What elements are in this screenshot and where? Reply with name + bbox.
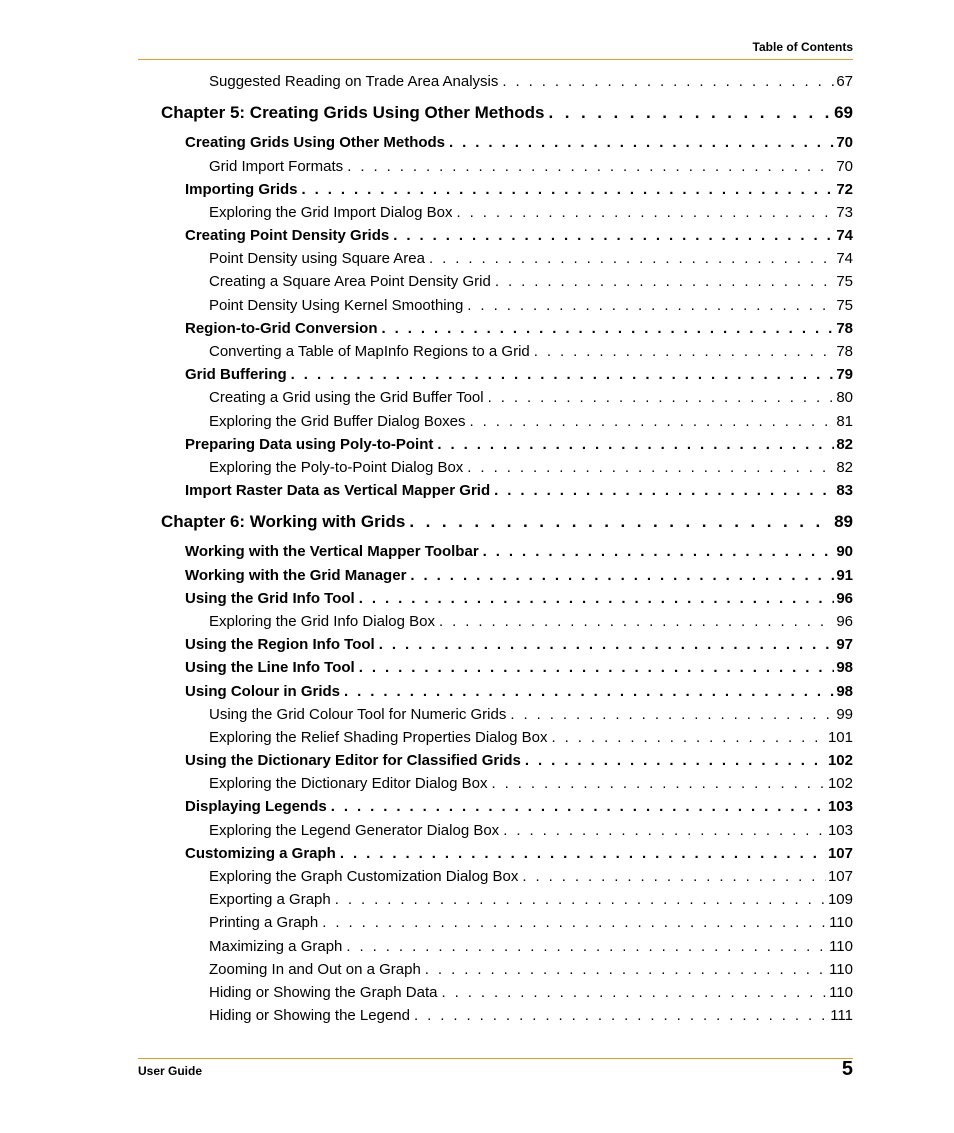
toc-chapter[interactable] [161, 103, 853, 123]
dot-leader [359, 590, 835, 607]
toc-subsection[interactable] [209, 706, 853, 723]
toc-entry-page: 74 [836, 250, 853, 267]
dot-leader [429, 250, 834, 267]
dot-leader [409, 512, 832, 532]
toc-subsection[interactable] [209, 729, 853, 746]
toc-entry-title: Working with the Vertical Mapper Toolbar [185, 543, 479, 560]
toc-entry-page: 70 [836, 134, 853, 151]
header-rule [138, 59, 853, 60]
toc-subsection[interactable] [209, 984, 853, 1001]
dot-leader [410, 567, 834, 584]
dot-leader [522, 868, 826, 885]
toc-entry-title: Creating Point Density Grids [185, 227, 390, 244]
dot-leader [439, 613, 834, 630]
toc-entry-title: Displaying Legends [185, 798, 327, 815]
dot-leader [488, 389, 835, 406]
dot-leader [449, 134, 834, 151]
dot-leader [335, 891, 826, 908]
toc-entry-title: Suggested Reading on Trade Area Analysis [209, 73, 499, 90]
toc-subsection[interactable] [209, 158, 853, 175]
dot-leader [502, 73, 834, 90]
toc-section[interactable] [185, 845, 853, 862]
toc-entry-title: Importing Grids [185, 181, 298, 198]
dot-leader [441, 984, 827, 1001]
dot-leader [456, 204, 834, 221]
toc-subsection[interactable] [209, 204, 853, 221]
dot-leader [291, 366, 835, 383]
toc-section[interactable] [185, 659, 853, 676]
running-header: Table of Contents [752, 40, 853, 54]
dot-leader [437, 436, 834, 453]
toc-entry-title: Using the Dictionary Editor for Classified Grids [185, 752, 521, 769]
toc-subsection[interactable] [209, 938, 853, 955]
dot-leader [525, 752, 826, 769]
toc-entry-page: 111 [830, 1007, 853, 1024]
dot-leader [425, 961, 827, 978]
toc-entry-title: Chapter 5: Creating Grids Using Other Methods [161, 103, 545, 122]
toc-entry-title: Using Colour in Grids [185, 683, 341, 700]
toc-subsection[interactable] [209, 613, 853, 630]
toc-subsection[interactable] [209, 250, 853, 267]
toc-entry-title: Point Density Using Kernel Smoothing [209, 297, 464, 314]
toc-section[interactable] [185, 366, 853, 383]
toc-entry-title: Preparing Data using Poly-to-Point [185, 436, 434, 453]
toc-entry-title: Creating a Square Area Point Density Grid [209, 273, 491, 290]
toc-section[interactable] [185, 227, 853, 244]
toc-entry-page: 83 [836, 482, 853, 499]
toc-entry-page: 110 [829, 961, 853, 978]
toc-subsection[interactable] [209, 1007, 853, 1024]
toc-entry-title: Using the Region Info Tool [185, 636, 375, 653]
toc-entry-page: 101 [827, 729, 853, 746]
toc-subsection[interactable] [209, 459, 853, 476]
dot-leader [302, 181, 835, 198]
toc-subsection[interactable] [209, 73, 853, 90]
dot-leader [347, 158, 834, 175]
toc-entry-page: 70 [836, 158, 853, 175]
toc-entry-title: Exploring the Dictionary Editor Dialog Box [209, 775, 488, 792]
toc-entry-title: Exploring the Legend Generator Dialog Box [209, 822, 500, 839]
toc-section[interactable] [185, 590, 853, 607]
toc-section[interactable] [185, 798, 853, 815]
toc-entry-page: 75 [836, 297, 853, 314]
dot-leader [510, 706, 834, 723]
toc-entry-title: Point Density using Square Area [209, 250, 425, 267]
toc-entry-title: Customizing a Graph [185, 845, 336, 862]
toc-subsection[interactable] [209, 891, 853, 908]
toc-entry-title: Region-to-Grid Conversion [185, 320, 378, 337]
dot-leader [470, 413, 835, 430]
toc-entry-page: 82 [836, 436, 853, 453]
toc-entry-title: Printing a Graph [209, 914, 319, 931]
dot-leader [393, 227, 834, 244]
toc-entry-page: 97 [836, 636, 853, 653]
toc-entry-page: 67 [836, 73, 853, 90]
toc-entry-title: Working with the Grid Manager [185, 567, 407, 584]
toc-subsection[interactable] [209, 961, 853, 978]
toc-section[interactable] [185, 636, 853, 653]
toc-entry-page: 102 [827, 775, 853, 792]
toc-entry-page: 91 [836, 567, 853, 584]
page-number: 5 [841, 1058, 853, 1080]
toc-entry-title: Grid Import Formats [209, 158, 344, 175]
toc-entry-page: 75 [836, 273, 853, 290]
toc-entry-page: 110 [829, 938, 853, 955]
toc-entry-title: Exporting a Graph [209, 891, 331, 908]
toc-section[interactable] [185, 436, 853, 453]
toc-entry-title: Import Raster Data as Vertical Mapper Grid [185, 482, 491, 499]
dot-leader [344, 683, 834, 700]
toc-entry-title: Hiding or Showing the Graph Data [209, 984, 438, 1001]
toc-entry-page: 74 [836, 227, 853, 244]
toc-subsection[interactable] [209, 273, 853, 290]
dot-leader [340, 845, 826, 862]
dot-leader [491, 775, 826, 792]
toc-subsection[interactable] [209, 343, 853, 360]
toc-entry-page: 81 [836, 413, 853, 430]
toc-entry-title: Grid Buffering [185, 366, 287, 383]
toc-entry-page: 90 [836, 543, 853, 560]
toc-entry-title: Exploring the Grid Info Dialog Box [209, 613, 435, 630]
toc-entry-title: Exploring the Grid Buffer Dialog Boxes [209, 413, 466, 430]
dot-leader [534, 343, 835, 360]
dot-leader [382, 320, 835, 337]
dot-leader [359, 659, 835, 676]
toc-entry-title: Creating a Grid using the Grid Buffer Tool [209, 389, 484, 406]
toc-entry-page: 73 [836, 204, 853, 221]
toc-subsection[interactable] [209, 914, 853, 931]
toc-entry-title: Creating Grids Using Other Methods [185, 134, 446, 151]
toc-entry-page: 96 [836, 613, 853, 630]
toc-entry-title: Hiding or Showing the Legend [209, 1007, 410, 1024]
toc-entry-page: 98 [836, 683, 853, 700]
toc-entry-page: 72 [836, 181, 853, 198]
dot-leader [494, 482, 834, 499]
toc-section[interactable] [185, 181, 853, 198]
toc-section[interactable] [185, 683, 853, 700]
toc-entry-title: Exploring the Poly-to-Point Dialog Box [209, 459, 464, 476]
toc-entry-page: 69 [834, 103, 853, 122]
toc-entry-page: 89 [834, 512, 853, 531]
toc-subsection[interactable] [209, 297, 853, 314]
toc-entry-page: 103 [827, 822, 853, 839]
toc-chapter[interactable] [161, 512, 853, 532]
dot-leader [346, 938, 827, 955]
toc-entry-title: Exploring the Relief Shading Properties Dialog Box [209, 729, 548, 746]
toc-entry-title: Chapter 6: Working with Grids [161, 512, 406, 531]
footer-rule [138, 1058, 853, 1059]
dot-leader [379, 636, 835, 653]
toc-entry-page: 79 [836, 366, 853, 383]
toc-entry-page: 99 [836, 706, 853, 723]
toc-entry-page: 107 [827, 845, 853, 862]
dot-leader [549, 103, 833, 123]
toc-section[interactable] [185, 752, 853, 769]
toc-entry-page: 82 [836, 459, 853, 476]
toc-entry-title: Using the Grid Info Tool [185, 590, 355, 607]
dot-leader [552, 729, 826, 746]
footer-label: User Guide [138, 1064, 203, 1078]
toc-section[interactable] [185, 543, 853, 560]
toc-subsection[interactable] [209, 822, 853, 839]
toc-entry-title: Exploring the Graph Customization Dialog Box [209, 868, 519, 885]
toc-section[interactable] [185, 482, 853, 499]
toc-entry-title: Maximizing a Graph [209, 938, 343, 955]
dot-leader [495, 273, 834, 290]
dot-leader [414, 1007, 828, 1024]
toc-entry-page: 103 [827, 798, 853, 815]
dot-leader [503, 822, 826, 839]
toc-entry-page: 98 [836, 659, 853, 676]
toc-section[interactable] [185, 134, 853, 151]
toc-subsection[interactable] [209, 413, 853, 430]
toc-entry-page: 107 [827, 868, 853, 885]
toc-entry-page: 109 [827, 891, 853, 908]
toc-entry-page: 110 [829, 914, 853, 931]
dot-leader [483, 543, 835, 560]
toc-subsection[interactable] [209, 775, 853, 792]
toc-entry-title: Exploring the Grid Import Dialog Box [209, 204, 453, 221]
toc-entry-page: 110 [829, 984, 853, 1001]
toc-section[interactable] [185, 567, 853, 584]
toc-entry-title: Using the Grid Colour Tool for Numeric Grids [209, 706, 507, 723]
toc-entry-title: Converting a Table of MapInfo Regions to a Grid [209, 343, 530, 360]
toc-entry-page: 102 [827, 752, 853, 769]
toc-entry-page: 78 [836, 320, 853, 337]
dot-leader [467, 459, 834, 476]
toc-entry-title: Using the Line Info Tool [185, 659, 355, 676]
dot-leader [467, 297, 834, 314]
toc-subsection[interactable] [209, 389, 853, 406]
dot-leader [331, 798, 826, 815]
toc-entry-page: 96 [836, 590, 853, 607]
toc-section[interactable] [185, 320, 853, 337]
toc-entry-page: 80 [836, 389, 853, 406]
toc-entry-title: Zooming In and Out on a Graph [209, 961, 421, 978]
dot-leader [322, 914, 827, 931]
toc-subsection[interactable] [209, 868, 853, 885]
toc-entry-page: 78 [836, 343, 853, 360]
